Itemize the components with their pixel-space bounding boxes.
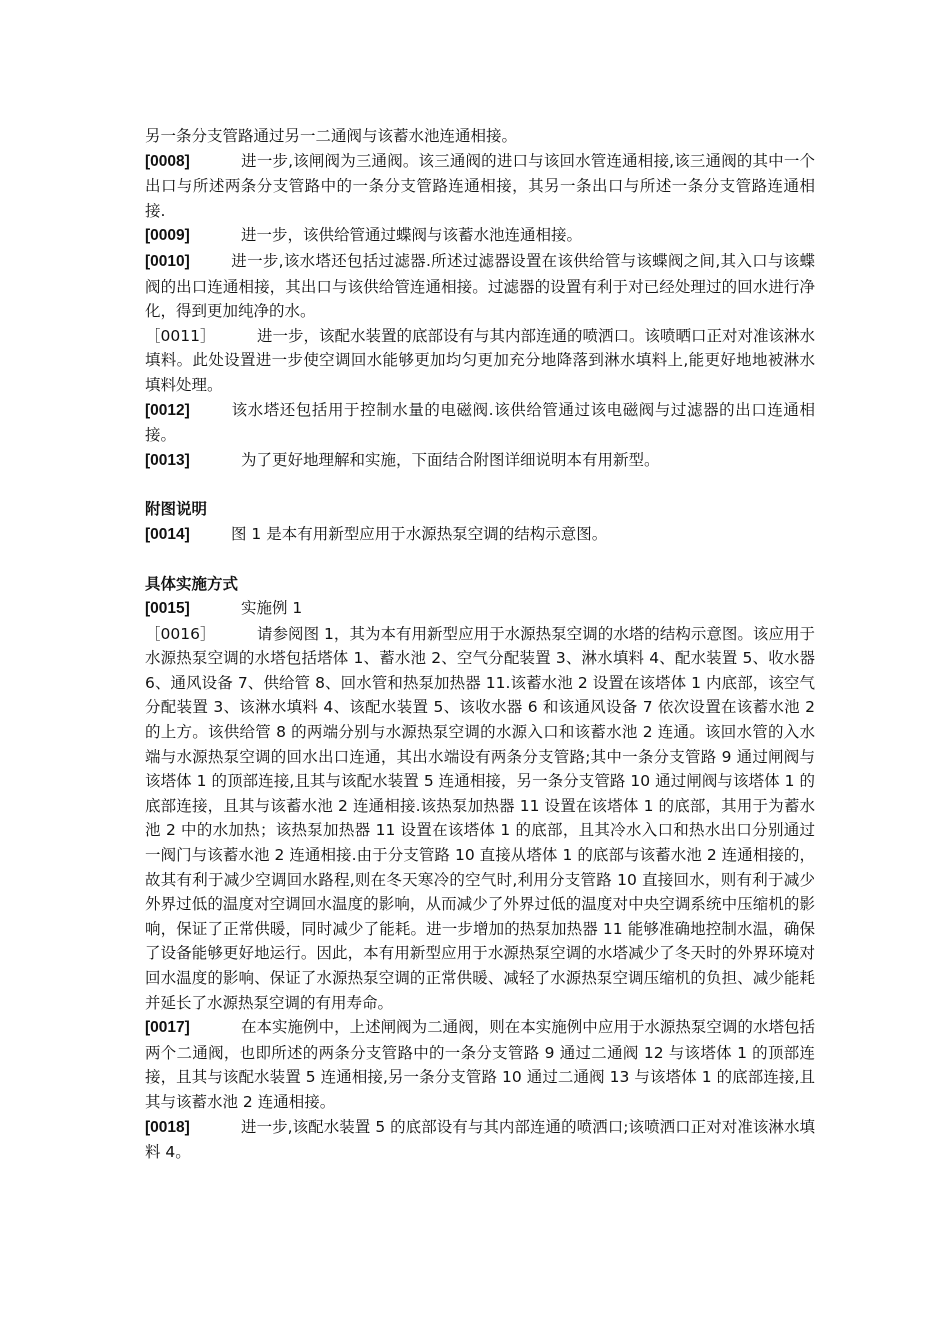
paragraph-number: [0009]: [145, 227, 190, 245]
paragraph-0016: [145, 622, 815, 1016]
paragraph-0015: [145, 596, 815, 622]
paragraph-number: [0018]: [145, 1118, 190, 1136]
paragraph-0014: [145, 522, 815, 548]
paragraph-number: [0015]: [145, 600, 190, 618]
paragraph-number: [0012]: [145, 401, 190, 419]
section-heading-embodiment: 具体实施方式: [145, 574, 239, 593]
paragraph-text: 请参阅图 1，其为本有用新型应用于水源热泵空调的水塔的结构示意图。该应用于水源热泵空调的水塔包括塔体 1、蓄水池 2、空气分配装置 3、淋水填料 4、配水装置 5、收水器 6、通风设备 7、供给管 8、回水管和热泵加热器 11.该蓄水池 2 设置在该塔体 1 内底部，该空气分配装置 3、该淋水填料 4、该配水装置 5、该收水器 6 和该通风设备 7 依次设置在该蓄水池 2 的上方。该供给管 8 的两端分别与水源热泵空调的水源入口和该蓄水池 2 连通。该回水管的入水端与水源热泵空调的回水出口连通，其出水端设有两条分支管路;其中一条分支管路 9 通过闸阀与该塔体 1 的顶部连接,且其与该配水装置 5 连通相接，另一条分支管路 10 通过闸阀与该塔体 1 的底部连接，且其与该蓄水池 2 连通相接.该热泵加热器 11 设置在该塔体 1 的底部，其用于为蓄水池 2 中的水加热；该热泵加热器 11 设置在该塔体 1 的底部，且其冷水入口和热水出口分别通过一阀门与该蓄水池 2 连通相接.由于分支管路 10 直接从塔体 1 的底部与该蓄水池 2 连通相接的，故其有利于减少空调回水路程,则在冬天寒冷的空气时,利用分支管路 10 直接回水，则有利于减少外界过低的温度对空调回水温度的影响，从而减少了外界过低的温度对中央空调系统中压缩机的影响，保证了正常供暖，同时减少了能耗。进一步增加的热泵加热器 11 能够准确地控制水温，确保了设备能够更好地运行。因此，本有用新型应用于水源热泵空调的水塔减少了冬天时的外界环境对回水温度的影响、保证了水源热泵空调的正常供暖、减轻了水源热泵空调压缩机的负担、减少能耗并延长了水源热泵空调的有用寿命。: [145, 624, 815, 1012]
paragraph-0011: [145, 324, 815, 398]
paragraph-number: ［0016］: [145, 624, 216, 643]
paragraph-0010: [145, 249, 815, 324]
paragraph-text: 该水塔还包括用于控制水量的电磁阀.该供给管通过该电磁阀与过滤器的出口连通相接。: [145, 400, 815, 445]
paragraph-0009: [145, 223, 815, 249]
paragraph-number: [0008]: [145, 152, 190, 170]
paragraph-number: ［0011］: [145, 326, 216, 345]
paragraph-text: 进一步,该配水装置 5 的底部设有与其内部连通的喷洒口;该喷洒口正对对准该淋水填料 4。: [145, 1117, 815, 1162]
paragraph-0012: [145, 398, 815, 448]
paragraph-text: 实施例 1: [241, 599, 303, 618]
paragraph-continuation: [145, 124, 815, 149]
paragraph-0018: [145, 1115, 815, 1165]
paragraph-text: 另一条分支管路通过另一二通阀与该蓄水池连通相接。: [145, 127, 518, 145]
paragraph-text: 在本实施例中，上述闸阀为二通阀，则在本实施例中应用于水源热泵空调的水塔包括两个二通阀，也即所述的两条分支管路中的一条分支管路 9 通过二通阀 12 与该塔体 1 的顶部连接，且其与该配水装置 5 连通相接,另一条分支管路 10 通过二通阀 13 与该塔体 1 的底部连接,且其与该蓄水池 2 连通相接。: [145, 1018, 815, 1111]
document-page: [145, 124, 815, 1165]
paragraph-0008: [145, 149, 815, 224]
paragraph-number: [0010]: [145, 252, 190, 270]
paragraph-number: [0014]: [145, 525, 190, 543]
paragraph-number: [0013]: [145, 451, 190, 469]
section-heading-figures: 附图说明: [145, 500, 208, 519]
paragraph-0017: [145, 1015, 815, 1114]
paragraph-text: 为了更好地理解和实施，下面结合附图详细说明本有用新型。: [241, 450, 660, 469]
paragraph-text: 进一步,该水塔还包括过滤器.所述过滤器设置在该供给管与该蝶阀之间,其入口与该蝶阀的出口连通相接，其出口与该供给管连通相接。过滤器的设置有利于对已经处理过的回水进行净化，得到更加纯净的水。: [145, 251, 815, 321]
paragraph-number: [0017]: [145, 1019, 190, 1037]
paragraph-0013: [145, 448, 815, 474]
paragraph-text: 进一步，该配水装置的底部设有与其内部连通的喷洒口。该喷晒口正对对准该淋水填料。此处设置进一步使空调回水能够更加均匀更加充分地降落到淋水填料上,能更好地地被淋水填料处理。: [145, 326, 816, 394]
paragraph-text: 进一步，该供给管通过蝶阀与该蓄水池连通相接。: [241, 226, 583, 245]
paragraph-text: 进一步,该闸阀为三通阀。该三通阀的进口与该回水管连通相接,该三通阀的其中一个出口与所述两条分支管路中的一条分支管路连通相接，其另一条出口与所述一条分支管路连通相接.: [145, 151, 815, 220]
paragraph-text: 图 1 是本有用新型应用于水源热泵空调的结构示意图。: [231, 524, 608, 543]
